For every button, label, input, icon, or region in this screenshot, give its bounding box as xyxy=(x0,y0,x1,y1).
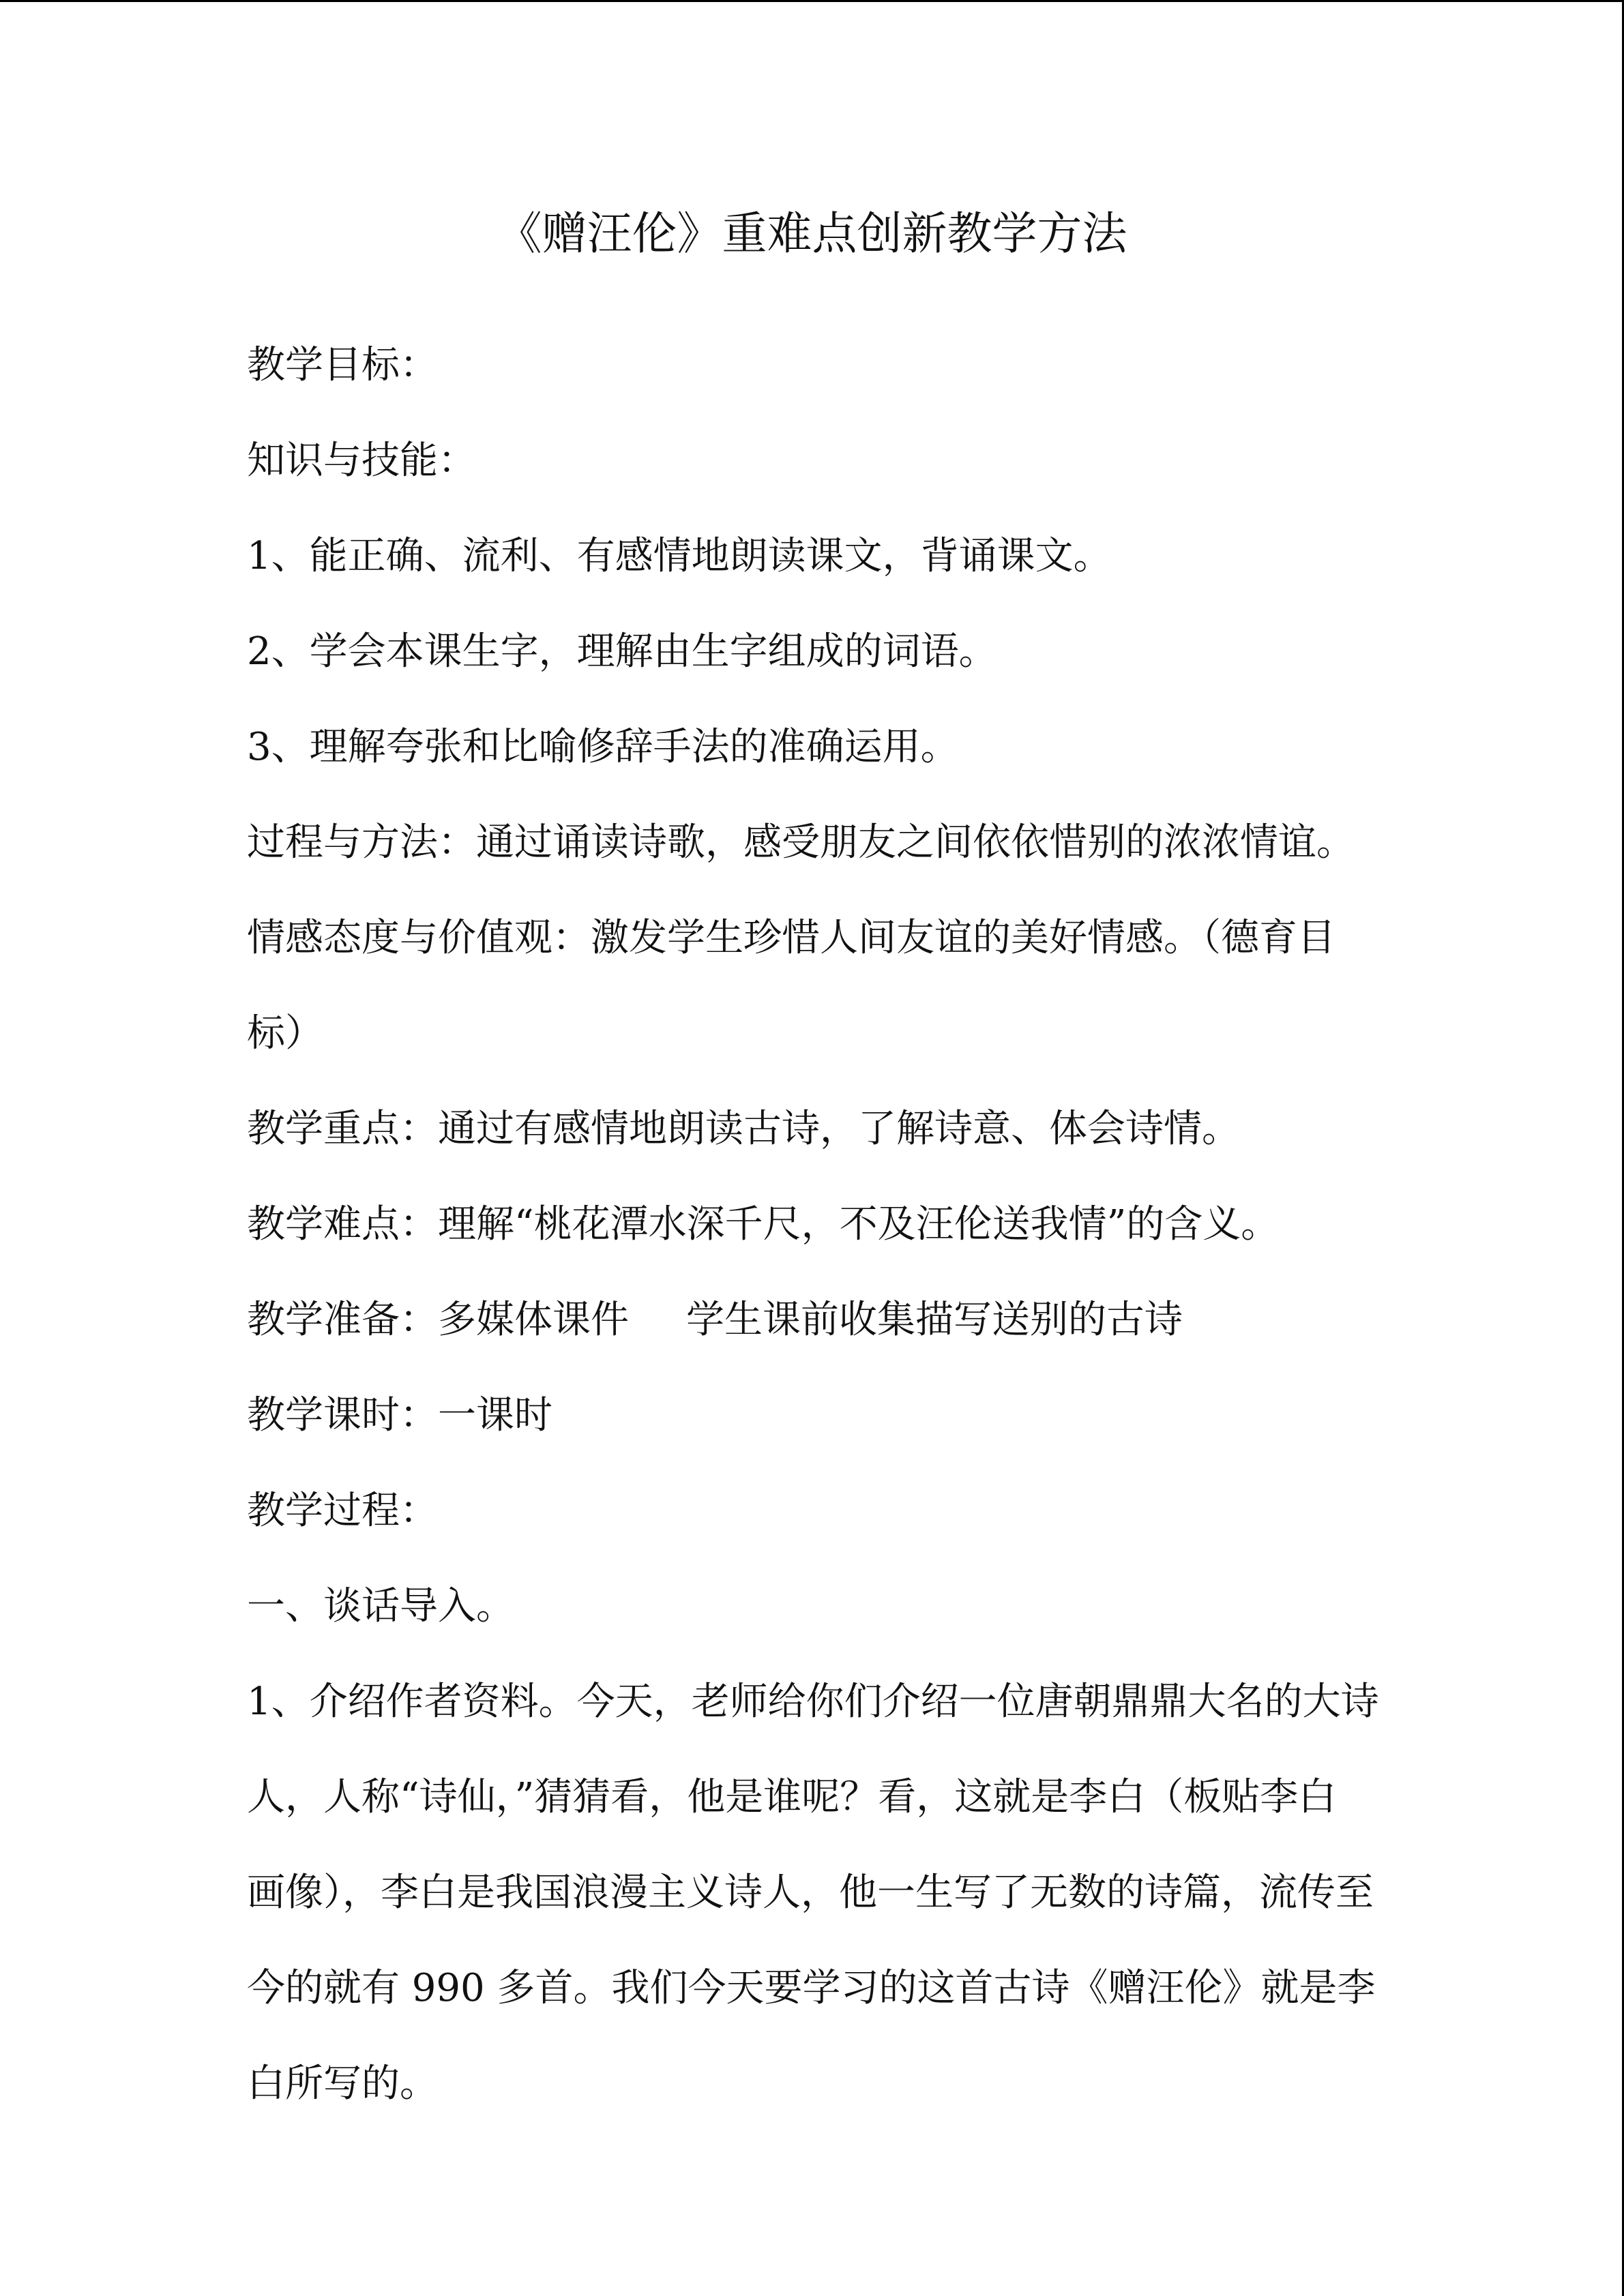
preparation-paragraph xyxy=(247,1272,1383,1368)
intro-paragraph-line-5: 白所写的。 xyxy=(247,2061,438,2106)
skill-item-3: 3、理解夸张和比喻修辞手法的准确运用。 xyxy=(247,725,959,769)
class-hours-paragraph: 教学课时：一课时 xyxy=(247,1393,552,1437)
key-point-paragraph: 教学重点：通过有感情地朗读古诗，了解诗意、体会诗情。 xyxy=(247,1107,1240,1151)
document-title: 《赠汪伦》重难点创新教学方法 xyxy=(497,207,1127,260)
process-heading: 教学过程： xyxy=(247,1489,438,1533)
process-method-paragraph: 过程与方法：通过诵读诗歌，感受朋友之间依依惜别的浓浓情谊。 xyxy=(247,820,1355,865)
intro-paragraph-line-4: 今的就有 990 多首。我们今天要学习的这首古诗《赠汪伦》就是李 xyxy=(247,1966,1376,2010)
objectives-heading: 教学目标： xyxy=(247,343,438,387)
skill-item-1: 1、能正确、流利、有感情地朗读课文，背诵课文。 xyxy=(247,534,1112,578)
knowledge-heading: 知识与技能： xyxy=(247,438,476,483)
intro-paragraph-line-2: 人，人称“诗仙，”猜猜看，他是谁呢？看，这就是李白（板贴李白 xyxy=(247,1775,1337,1819)
preparation-extra: 学生课前收集描写送别的古诗 xyxy=(686,1298,1183,1342)
document-body xyxy=(247,318,1383,2132)
section-heading-1: 一、谈话导入。 xyxy=(247,1584,514,1628)
intro-paragraph-line-3: 画像），李白是我国浪漫主义诗人，他一生写了无数的诗篇，流传至 xyxy=(247,1870,1374,1915)
preparation-label: 教学准备：多媒体课件 xyxy=(247,1298,629,1342)
difficult-point-paragraph: 教学难点：理解“桃花潭水深千尺，不及汪伦送我情”的含义。 xyxy=(247,1202,1280,1247)
emotion-paragraph-line-1: 情感态度与价值观：激发学生珍惜人间友谊的美好情感。（德育目 xyxy=(247,916,1335,960)
intro-paragraph-line-1: 1、介绍作者资料。今天，老师给你们介绍一位唐朝鼎鼎大名的大诗 xyxy=(247,1680,1379,1724)
emotion-paragraph-line-2: 标） xyxy=(247,1011,323,1056)
skill-item-2: 2、学会本课生字，理解由生字组成的词语。 xyxy=(247,629,997,674)
